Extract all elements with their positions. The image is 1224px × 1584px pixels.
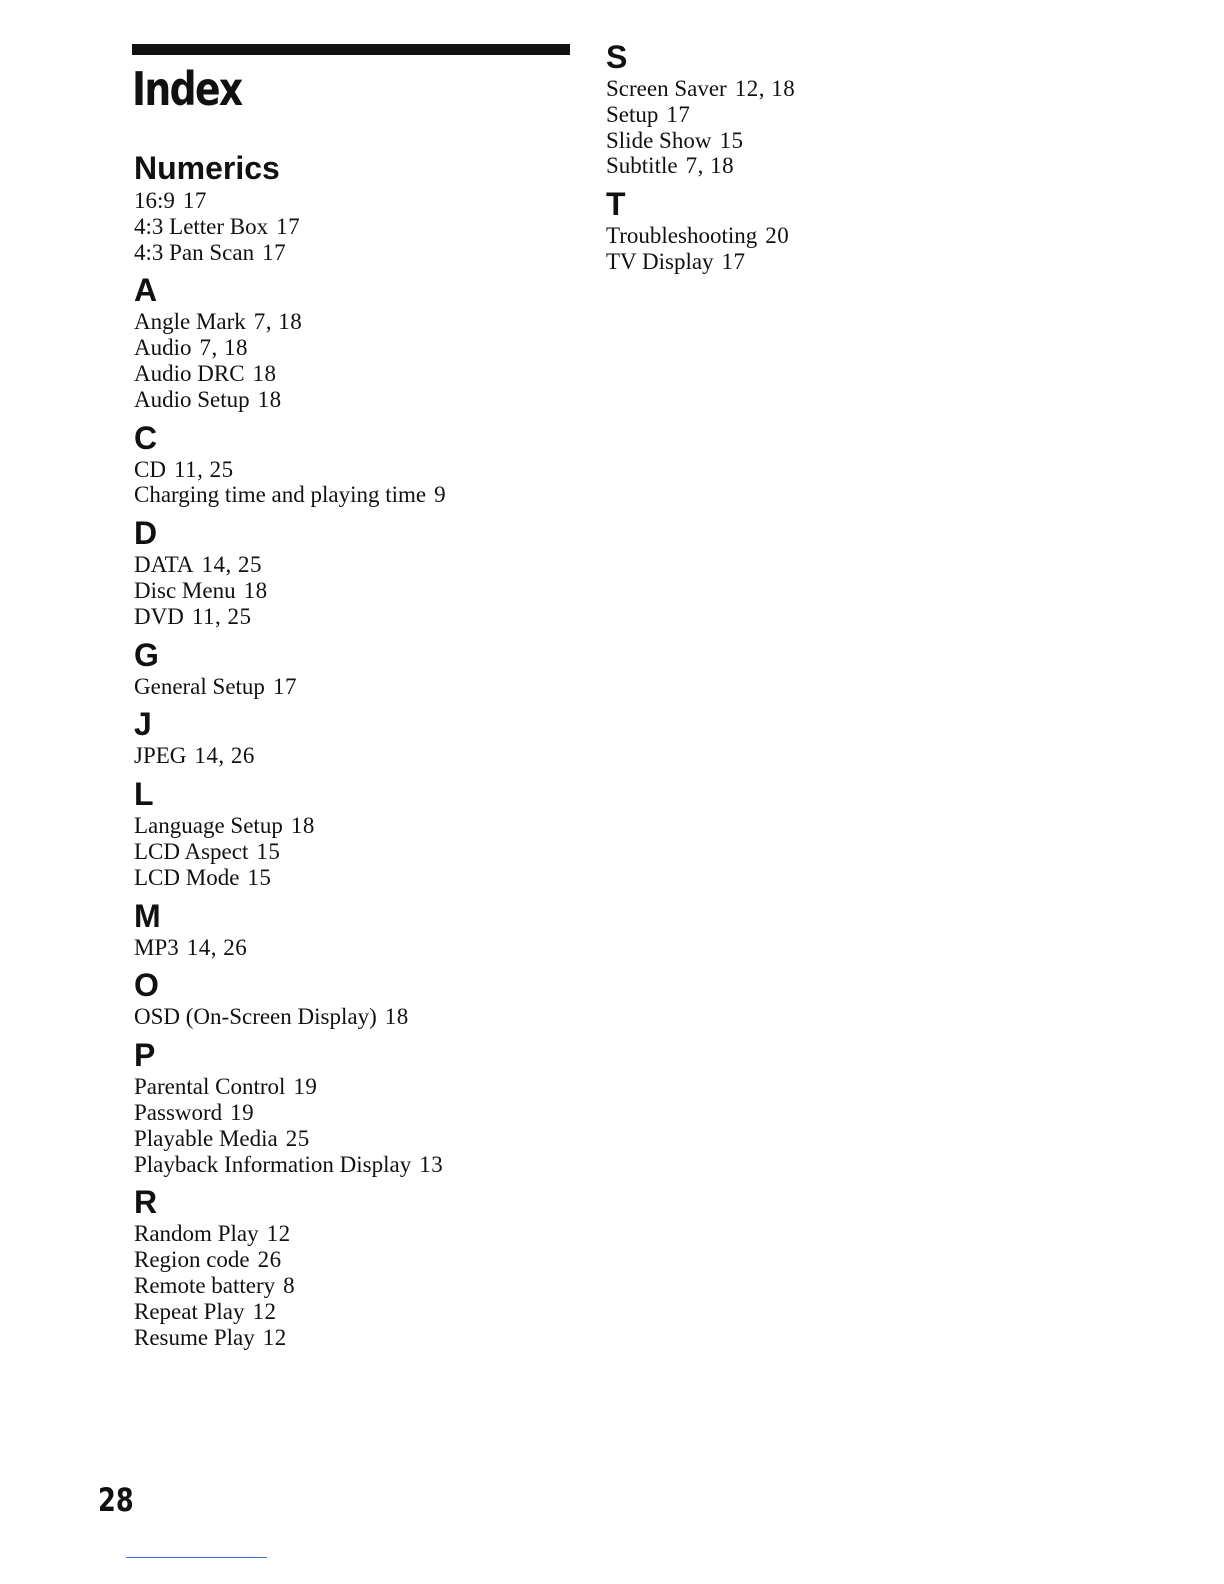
entry-list: [134, 1221, 446, 1350]
entry-term: CD: [134, 456, 166, 482]
entry-pages: 12: [262, 1324, 287, 1350]
entry-term: Audio DRC: [134, 360, 245, 386]
entry-pages: 7, 18: [199, 335, 248, 361]
entry-term: OSD (On-Screen Display): [134, 1004, 377, 1030]
entry-list: [134, 457, 446, 509]
index-column-left: [134, 148, 446, 1356]
entry-term: Audio: [134, 335, 192, 361]
index-entry: [134, 1299, 446, 1325]
index-entry: [134, 674, 446, 700]
entry-term: 16:9: [134, 188, 175, 213]
index-section-s: [606, 38, 795, 179]
index-entry: [134, 457, 446, 483]
index-entry: [134, 865, 446, 891]
entry-list: [134, 674, 446, 700]
index-entry: [134, 839, 446, 865]
entry-term: Remote battery: [134, 1272, 276, 1298]
index-section-o: [134, 966, 446, 1030]
entry-term: 4:3 Letter Box: [134, 213, 269, 239]
entry-list: [134, 552, 446, 629]
footer-line: [126, 1557, 267, 1558]
entry-pages: 17: [272, 673, 297, 699]
index-entry: [606, 102, 795, 128]
index-entry: [134, 1100, 446, 1126]
section-heading: A: [134, 272, 158, 309]
index-entry: [134, 1074, 446, 1100]
entry-pages: 17: [721, 248, 746, 274]
entry-pages: 11, 25: [191, 603, 252, 629]
entry-term: Resume Play: [134, 1324, 255, 1350]
entry-pages: 15: [256, 838, 281, 864]
index-entry: [134, 188, 446, 214]
section-heading: M: [134, 897, 161, 934]
entry-term: Playback Information Display: [134, 1151, 412, 1177]
entry-term: 4:3 Pan Scan: [134, 239, 255, 265]
index-section-numerics: [134, 148, 446, 265]
index-entry: [134, 361, 446, 387]
index-entry: [134, 335, 446, 361]
entry-term: Region code: [134, 1247, 250, 1273]
page-number: 28: [98, 1481, 134, 1519]
entry-pages: 12: [252, 1298, 277, 1324]
index-section-j: [134, 705, 446, 769]
index-entry: [134, 743, 446, 769]
index-section-t: [606, 185, 795, 275]
section-heading: C: [134, 419, 158, 456]
entry-term: LCD Aspect: [134, 838, 249, 864]
entry-pages: 18: [252, 360, 277, 386]
entry-term: Troubleshooting: [606, 223, 758, 249]
index-entry: [134, 813, 446, 839]
entry-pages: 11, 25: [173, 456, 234, 482]
entry-term: TV Display: [606, 248, 714, 274]
entry-pages: 17: [262, 239, 287, 265]
entry-pages: 17: [666, 101, 691, 127]
index-section-m: [134, 897, 446, 961]
entry-term: LCD Mode: [134, 864, 240, 890]
section-heading: S: [606, 39, 628, 75]
entry-pages: 17: [182, 188, 207, 213]
index-section-r: [134, 1183, 446, 1350]
index-section-a: [134, 271, 446, 412]
entry-pages: 7, 18: [253, 309, 303, 335]
entry-pages: 14, 25: [201, 552, 262, 578]
section-heading: R: [134, 1184, 158, 1221]
index-section-c: [134, 419, 446, 509]
entry-term: Password: [134, 1099, 223, 1125]
entry-pages: 15: [719, 127, 744, 153]
entry-pages: 26: [257, 1247, 282, 1273]
index-entry: [134, 1325, 446, 1351]
entry-pages: 14, 26: [186, 934, 248, 960]
entry-term: Setup: [606, 101, 659, 127]
index-entry: [134, 309, 446, 335]
entry-pages: 15: [247, 864, 272, 890]
entry-term: MP3: [134, 934, 179, 960]
page-title: Index: [132, 62, 242, 116]
section-heading: T: [606, 186, 626, 223]
entry-list: [134, 188, 446, 265]
index-entry: [606, 128, 795, 154]
index-entry: [134, 1126, 446, 1152]
entry-pages: 9: [434, 482, 447, 508]
index-entry: [606, 76, 795, 102]
index-section-p: [134, 1036, 446, 1177]
index-entry: [606, 153, 795, 179]
index-section-l: [134, 775, 446, 890]
entry-list: [134, 1004, 446, 1030]
entry-list: [606, 223, 795, 275]
entry-term: Subtitle: [606, 153, 678, 179]
index-entry: [134, 1152, 446, 1178]
entry-pages: 8: [283, 1272, 296, 1298]
entry-list: [134, 309, 446, 412]
index-entry: [134, 1221, 446, 1247]
index-entry: [606, 249, 795, 275]
entry-term: Playable Media: [134, 1125, 278, 1151]
index-entry: [134, 552, 446, 578]
entry-term: Screen Saver: [606, 76, 727, 101]
entry-list: [134, 813, 446, 890]
index-entry: [134, 1247, 446, 1273]
entry-list: [134, 743, 446, 769]
section-heading: Numerics: [134, 150, 280, 186]
index-entry: [134, 604, 446, 630]
entry-term: Parental Control: [134, 1074, 286, 1100]
section-heading: J: [134, 706, 152, 743]
index-entry: [134, 1004, 446, 1030]
section-heading: P: [134, 1037, 156, 1074]
entry-list: [134, 1074, 446, 1177]
title-rule: [132, 44, 570, 55]
index-entry: [134, 240, 446, 266]
section-heading: G: [134, 636, 159, 673]
index-entry: [134, 1273, 446, 1299]
entry-pages: 17: [276, 213, 301, 239]
entry-term: Slide Show: [606, 127, 712, 153]
index-entry: [134, 214, 446, 240]
index-column-right: [606, 38, 795, 281]
index-entry: [134, 482, 446, 508]
entry-pages: 19: [230, 1099, 255, 1125]
entry-term: Random Play: [134, 1221, 259, 1247]
entry-pages: 25: [285, 1125, 310, 1151]
section-heading: D: [134, 515, 158, 552]
entry-list: [134, 935, 446, 961]
section-heading: L: [134, 776, 154, 813]
entry-pages: 13: [419, 1151, 444, 1177]
entry-term: Disc Menu: [134, 577, 236, 603]
entry-pages: 12: [266, 1221, 291, 1247]
entry-term: DVD: [134, 603, 184, 629]
entry-pages: 12, 18: [734, 76, 796, 101]
index-entry: [134, 935, 446, 961]
entry-term: Language Setup: [134, 813, 283, 839]
index-section-g: [134, 636, 446, 700]
entry-pages: 20: [765, 223, 790, 249]
entry-term: JPEG: [134, 743, 187, 769]
entry-pages: 7, 18: [685, 153, 735, 179]
entry-pages: 18: [290, 813, 315, 839]
entry-term: DATA: [134, 552, 194, 578]
entry-term: Repeat Play: [134, 1298, 245, 1324]
entry-term: Audio Setup: [134, 386, 250, 412]
entry-pages: 14, 26: [194, 743, 255, 769]
index-entry: [134, 578, 446, 604]
entry-term: Charging time and playing time: [134, 482, 427, 508]
entry-pages: 18: [243, 577, 268, 603]
entry-list: [606, 76, 795, 179]
index-section-d: [134, 514, 446, 629]
entry-pages: 18: [257, 386, 282, 412]
index-entry: [606, 223, 795, 249]
entry-term: General Setup: [134, 673, 265, 699]
entry-term: Angle Mark: [134, 309, 246, 335]
section-heading: O: [134, 967, 159, 1004]
entry-pages: 19: [293, 1074, 318, 1100]
entry-pages: 18: [384, 1004, 409, 1030]
index-entry: [134, 387, 446, 413]
